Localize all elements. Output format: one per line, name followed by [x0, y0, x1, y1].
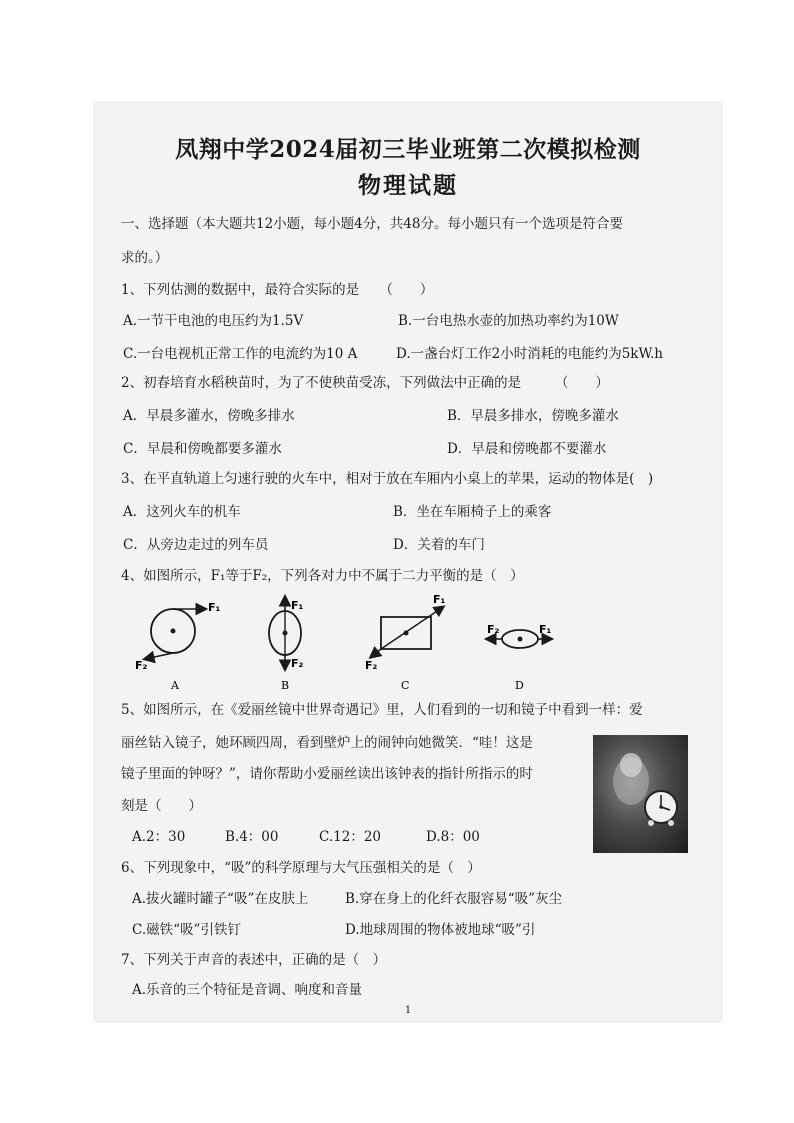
q6-option-a: A.拔火罐时罐子“吸”在皮肤上	[132, 891, 309, 907]
diagram-a	[135, 601, 221, 692]
q5-option-b: B.4：00	[225, 829, 279, 845]
q6-option-d: D.地球周围的物体被地球“吸”引	[345, 922, 536, 938]
q1-option-a: A.一节干电池的电压约为1.5V	[123, 313, 304, 329]
diagram-d-f1: F₁	[539, 623, 552, 636]
clock-icon	[593, 735, 688, 853]
diagram-b	[269, 597, 304, 692]
q5-option-d: D.8：00	[426, 829, 480, 845]
q2-option-d: D．早晨和傍晚都不要灌水	[447, 441, 607, 457]
diagram-d-f2: F₂	[487, 623, 500, 636]
exam-paper	[95, 103, 721, 1021]
diagram-label-d: D	[515, 679, 524, 692]
q5-option-a: A.2：30	[132, 829, 186, 845]
diagram-b-f2: F₂	[291, 657, 304, 670]
q5-option-c: C.12：20	[319, 829, 381, 845]
q1-stem: 1、下列估测的数据中，最符合实际的是 （ ）	[121, 282, 434, 298]
q5-stem-line4: 刻是（ ）	[121, 798, 202, 814]
diagram-a-f1: F₁	[208, 601, 221, 614]
diagram-c-f1: F₁	[433, 593, 446, 606]
diagram-d	[487, 623, 552, 692]
q3-option-d: D．关着的车门	[393, 537, 485, 553]
q2-option-b: B．早晨多排水，傍晚多灌水	[447, 408, 619, 424]
q5-stem-line1: 5、如图所示，在《爱丽丝镜中世界奇遇记》里，人们看到的一切和镜子中看到一样：爱	[121, 702, 643, 718]
q2-stem: 2、初春培育水稻秧苗时，为了不使秧苗受冻，下列做法中正确的是 （ ）	[121, 375, 609, 391]
q3-option-b: B．坐在车厢椅子上的乘客	[393, 504, 552, 520]
force-diagrams	[133, 593, 553, 698]
q5-stem-line3: 镜子里面的钟呀？”，请你帮助小爱丽丝读出该钟表的指针所指示的时	[121, 766, 533, 782]
exam-title: 凤翔中学2024届初三毕业班第二次模拟检测	[175, 136, 641, 163]
q7-stem: 7、下列关于声音的表述中，正确的是（ ）	[121, 952, 387, 968]
q6-option-b: B.穿在身上的化纤衣服容易“吸”灰尘	[345, 891, 563, 907]
exam-subtitle: 物理试题	[358, 172, 458, 199]
q4-stem: 4、如图所示，F₁等于F₂，下列各对力中不属于二力平衡的是（ ）	[121, 568, 524, 584]
q7-option-a: A.乐音的三个特征是音调、响度和音量	[132, 982, 363, 998]
q6-option-c: C.磁铁“吸”引铁钉	[132, 922, 241, 938]
diagram-b-f1: F₁	[291, 599, 304, 612]
q1-option-b: B.一台电热水壶的加热功率约为10W	[398, 313, 619, 329]
q6-stem: 6、下列现象中，“吸”的科学原理与大气压强相关的是（ ）	[121, 860, 481, 876]
q3-option-a: A．这列火车的机车	[123, 504, 241, 520]
q3-option-c: C．从旁边走过的列车员	[123, 537, 269, 553]
q1-option-d: D.一盏台灯工作2小时消耗的电能约为5kW.h	[396, 346, 663, 362]
q2-option-a: A．早晨多灌水，傍晚多排水	[123, 408, 295, 424]
diagram-label-c: C	[401, 679, 410, 692]
q2-option-c: C．早晨和傍晚都要多灌水	[123, 441, 282, 457]
alice-mirror-clock-photo	[593, 735, 688, 853]
diagram-label-a: A	[171, 679, 179, 692]
diagram-label-b: B	[281, 679, 290, 692]
q5-stem-line2: 丽丝钻入镜子，她环顾四周，看到壁炉上的闹钟向她微笑．“哇！这是	[121, 735, 533, 751]
q3-stem: 3、在平直轨道上匀速行驶的火车中，相对于放在车厢内小桌上的苹果，运动的物体是( )	[121, 471, 654, 487]
diagram-c	[365, 593, 446, 692]
section-instructions-line2: 求的。）	[121, 250, 169, 266]
diagram-c-f2: F₂	[365, 659, 378, 672]
q1-option-c: C.一台电视机正常工作的电流约为10 A	[123, 346, 358, 362]
page-number: 1	[404, 1005, 412, 1016]
section-instructions-line1: 一、选择题（本大题共12小题，每小题4分，共48分。每小题只有一个选项是符合要	[121, 216, 623, 232]
diagram-a-f2: F₂	[135, 659, 148, 672]
